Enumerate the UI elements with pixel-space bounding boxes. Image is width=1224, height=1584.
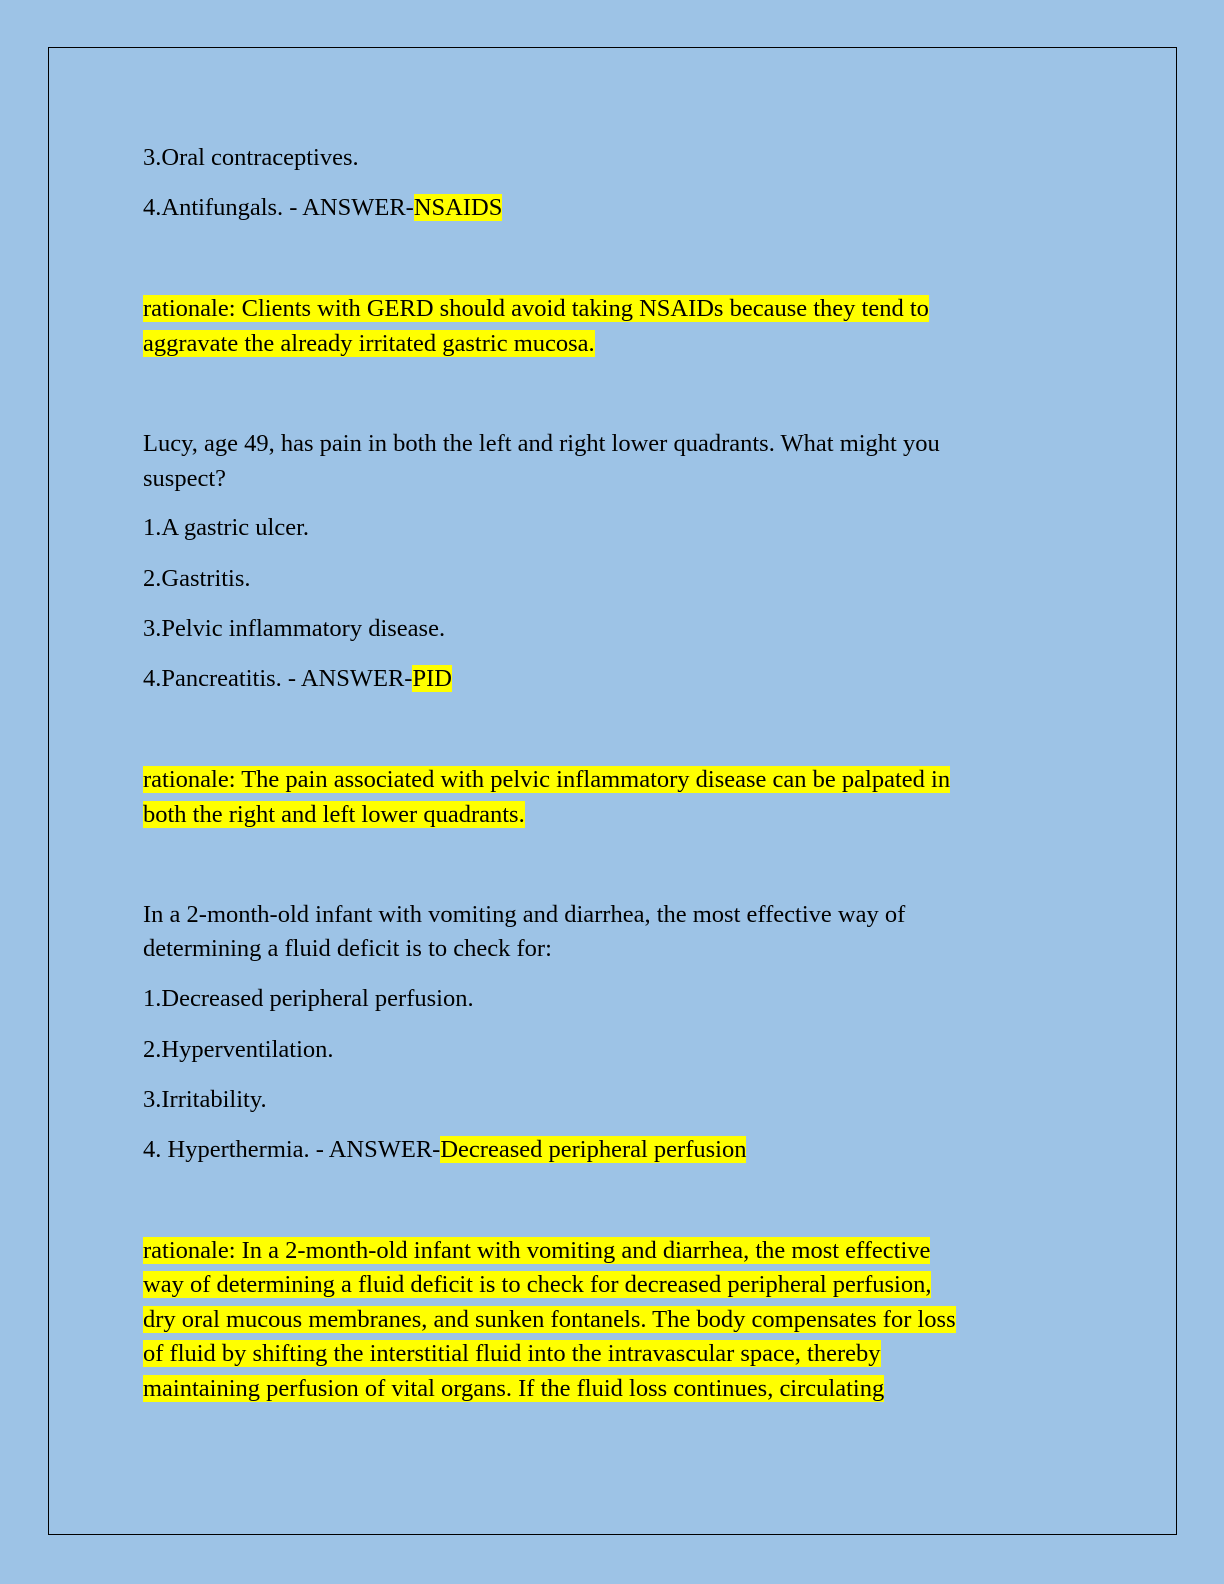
q3-rationale-text-2: way of determining a fluid deficit is to check for decreased peripheral perfusion, [143, 1271, 932, 1298]
q3-rationale-text-4: of fluid by shifting the interstitial fluid into the intravascular space, thereby [143, 1340, 881, 1367]
q3-question-line-1: In a 2-month-old infant with vomiting and diarrhea, the most effective way of [143, 901, 906, 928]
q2-option-3: 3.Pelvic inflammatory disease. [143, 615, 446, 642]
q2-rationale-line-2 [143, 798, 525, 833]
q1-rationale-text-1: rationale: Clients with GERD should avoid taking NSAIDs because they tend to [143, 295, 929, 322]
q2-rationale-line-1 [143, 763, 950, 798]
q1-answer: NSAIDS [413, 194, 503, 221]
q2-rationale-text-1: rationale: The pain associated with pelvic inflammatory disease can be palpated in [143, 766, 951, 793]
q3-option-3: 3.Irritability. [143, 1086, 267, 1113]
q3-rationale-line-3 [143, 1303, 956, 1338]
q1-option-4-text: 4.Antifungals. - ANSWER- [143, 194, 414, 221]
q3-rationale-text-3: dry oral mucous membranes, and sunken fontanels. The body compensates for loss [143, 1306, 956, 1333]
q2-option-4-text: 4.Pancreatitis. - ANSWER- [143, 665, 413, 692]
q2-option-4 [143, 662, 452, 697]
q3-answer: Decreased peripheral perfusion [440, 1136, 747, 1163]
q1-rationale-text-2: aggravate the already irritated gastric mucosa. [143, 330, 595, 357]
q3-question-line-2: determining a fluid deficit is to check for: [143, 935, 552, 962]
q3-option-4-text: 4. Hyperthermia. - ANSWER- [143, 1136, 441, 1163]
q3-rationale-text-5: maintaining perfusion of vital organs. If the fluid loss continues, circulating [143, 1375, 885, 1402]
q1-option-3: 3.Oral contraceptives. [143, 144, 359, 171]
q1-option-4 [143, 191, 502, 226]
q3-option-4 [143, 1133, 746, 1168]
q1-rationale-line-1 [143, 292, 929, 327]
q3-rationale-text-1: rationale: In a 2-month-old infant with vomiting and diarrhea, the most effective [143, 1237, 931, 1264]
q3-rationale-line-1 [143, 1234, 930, 1269]
q3-rationale-line-2 [143, 1268, 931, 1303]
q2-answer: PID [412, 665, 452, 692]
q3-option-2: 2.Hyperventilation. [143, 1036, 334, 1063]
q1-rationale-line-2 [143, 327, 595, 362]
q3-option-1: 1.Decreased peripheral perfusion. [143, 985, 474, 1012]
q2-option-2: 2.Gastritis. [143, 565, 251, 592]
q2-rationale-text-2: both the right and left lower quadrants. [143, 801, 525, 828]
q3-rationale-line-4 [143, 1337, 881, 1372]
q2-question-line-1: Lucy, age 49, has pain in both the left and right lower quadrants. What might you [143, 430, 940, 457]
q2-question-line-2: suspect? [143, 465, 226, 492]
q2-option-1: 1.A gastric ulcer. [143, 514, 310, 541]
q3-rationale-line-5 [143, 1372, 884, 1407]
